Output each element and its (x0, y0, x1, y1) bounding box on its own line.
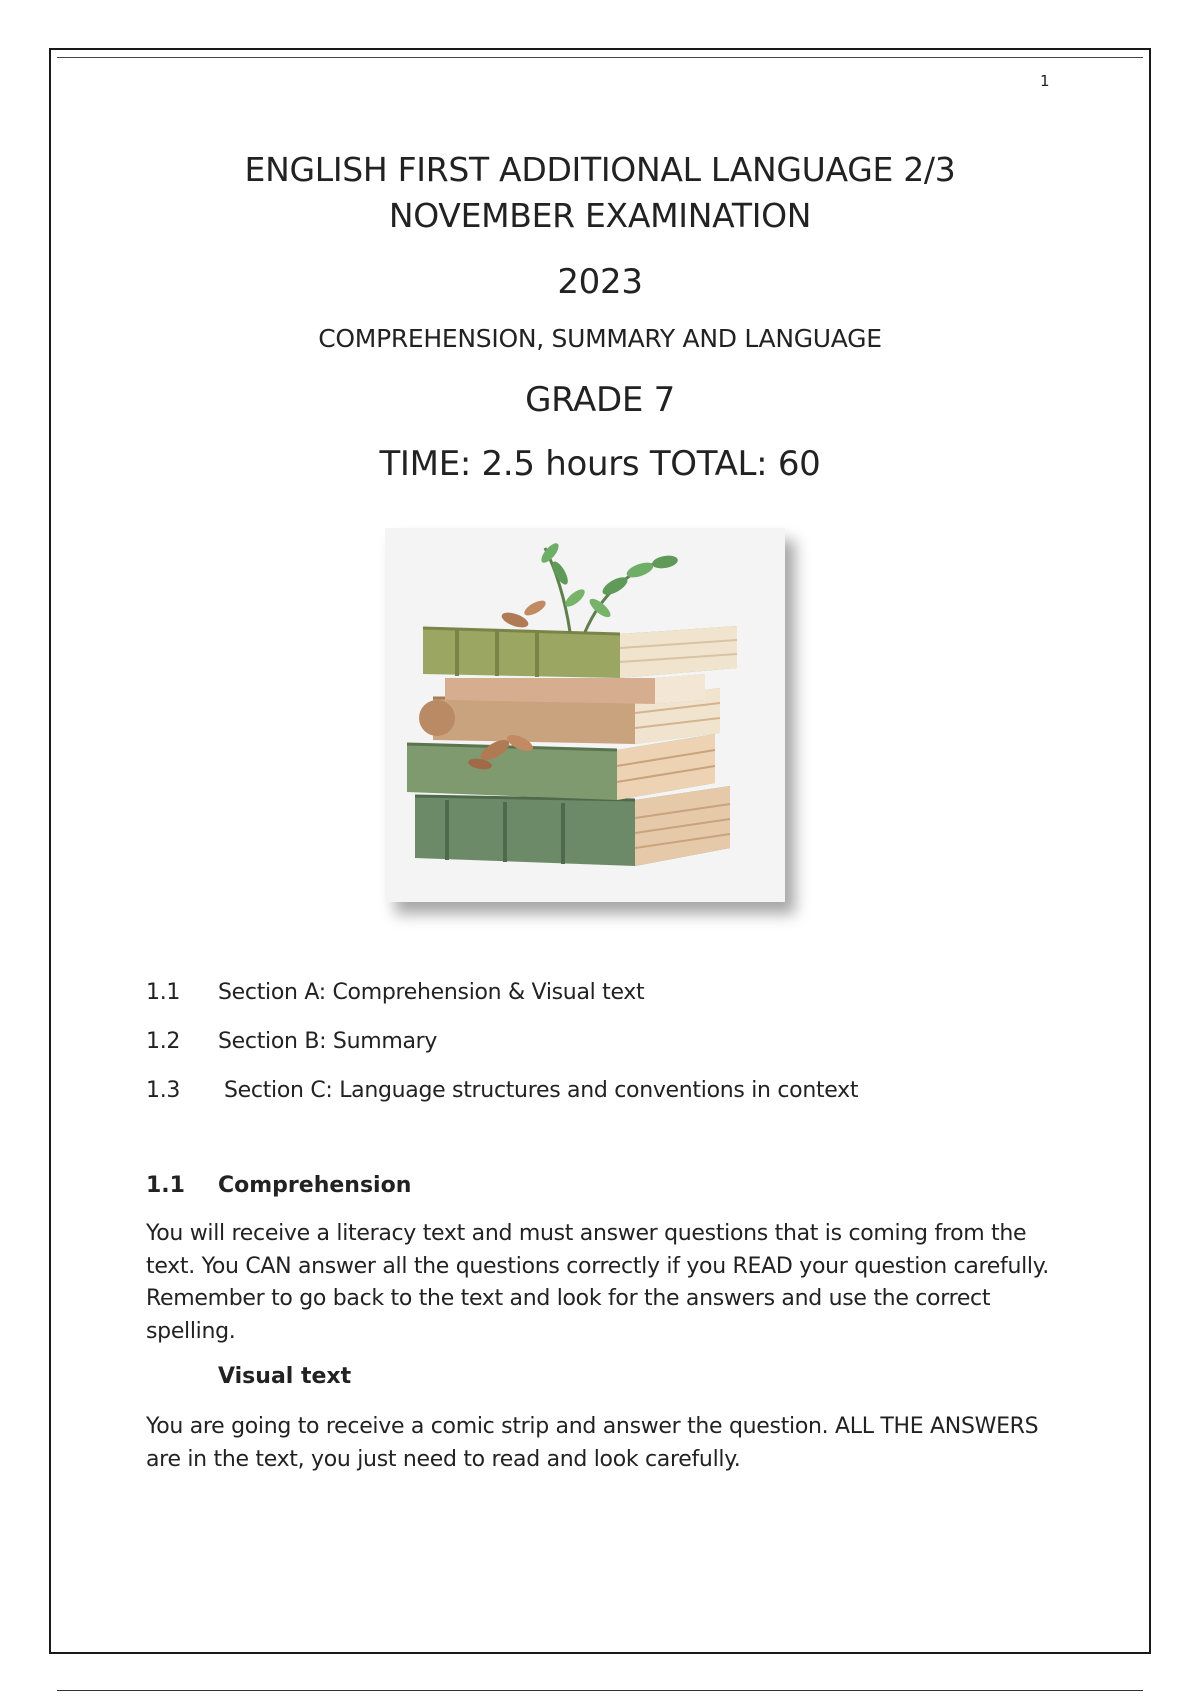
grade-label: GRADE 7 (525, 380, 675, 420)
section-title: Section A: Comprehension & Visual text (218, 980, 645, 1005)
second-book (407, 734, 715, 800)
section-number: 1.2 (146, 1029, 181, 1054)
thin-book (445, 674, 705, 704)
top-book (423, 626, 737, 678)
top-rule (57, 57, 1143, 58)
exam-year: 2023 (557, 262, 643, 302)
books-illustration (385, 528, 785, 902)
plant-sprig (500, 541, 679, 632)
comprehension-number: 1.1 (146, 1173, 185, 1198)
visual-text-paragraph: You are going to receive a comic strip and answer the question. ALL THE ANSWERS are in the text, you just need to read and look carefully. (146, 1414, 1039, 1472)
page-number: 1 (1040, 72, 1050, 90)
section-list-item (146, 1078, 858, 1103)
comprehension-paragraph: You will receive a literacy text and must answer questions that is coming from the text. You CAN answer all the questions correctly if you READ your question carefully. Remember to go back to the text and look for the answers and use the correct spelling. (146, 1221, 1049, 1344)
section-number: 1.1 (146, 980, 181, 1005)
section-title: Section B: Summary (218, 1029, 438, 1054)
comprehension-heading (146, 1173, 411, 1198)
stack-of-books-icon (385, 528, 785, 902)
section-list-item (146, 980, 644, 1005)
paper-subject: COMPREHENSION, SUMMARY AND LANGUAGE (318, 324, 882, 353)
visual-text-heading: Visual text (218, 1364, 352, 1389)
comprehension-title: Comprehension (218, 1173, 412, 1198)
section-title: Section C: Language structures and conventions in context (224, 1078, 859, 1103)
section-list-item (146, 1029, 437, 1054)
time-total-label: TIME: 2.5 hours TOTAL: 60 (379, 444, 821, 484)
section-number: 1.3 (146, 1078, 181, 1103)
title-line-1: ENGLISH FIRST ADDITIONAL LANGUAGE 2/3 (244, 150, 956, 189)
title-line-2: NOVEMBER EXAMINATION (388, 196, 812, 235)
bottom-rule (57, 1690, 1143, 1691)
